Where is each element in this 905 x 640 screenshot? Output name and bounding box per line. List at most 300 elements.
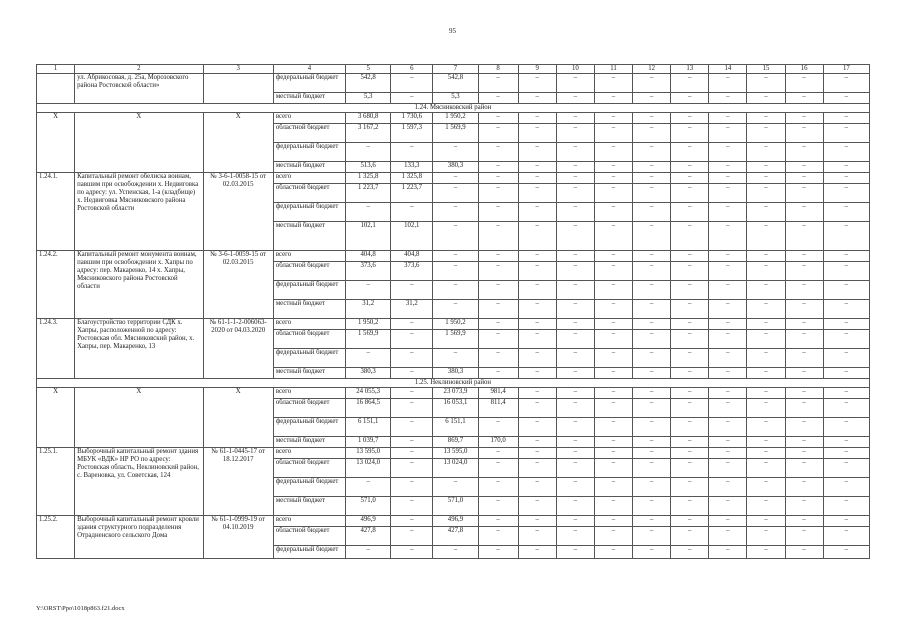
value-cell: – xyxy=(556,93,594,104)
column-number: 6 xyxy=(391,65,433,74)
value-cell: 1 325,8 xyxy=(391,173,433,184)
value-cell: – xyxy=(709,203,747,222)
value-cell: – xyxy=(633,437,671,448)
value-cell: – xyxy=(747,124,785,143)
value-cell: – xyxy=(633,124,671,143)
value-cell: – xyxy=(518,349,556,368)
value-cell: – xyxy=(823,459,869,478)
value-cell: – xyxy=(478,478,518,497)
value-cell: 373,6 xyxy=(346,262,391,281)
document-ref: № 3-6-1-0058-15 от 02.03.2015 xyxy=(203,173,273,251)
column-number: 3 xyxy=(203,65,273,74)
value-cell: – xyxy=(633,113,671,124)
value-cell: – xyxy=(478,281,518,300)
value-cell: – xyxy=(346,203,391,222)
value-cell: 542,8 xyxy=(433,74,478,93)
value-cell: – xyxy=(433,262,478,281)
value-cell: – xyxy=(433,143,478,162)
value-cell: – xyxy=(747,330,785,349)
value-cell: – xyxy=(633,143,671,162)
object-name: Капитальный ремонт монумента воинам, павшим при освобождении х. Хапры по адресу: пер. Макаренко, 14 х. Хапры, Мясниковского района Ростовской области xyxy=(75,251,203,319)
value-cell: – xyxy=(709,399,747,418)
value-cell: – xyxy=(671,162,709,173)
value-cell: – xyxy=(478,418,518,437)
value-cell: 380,3 xyxy=(433,162,478,173)
value-cell: – xyxy=(709,300,747,319)
value-cell: – xyxy=(391,516,433,527)
object-name: Х xyxy=(75,113,203,173)
value-cell: – xyxy=(747,300,785,319)
value-cell: – xyxy=(709,74,747,93)
value-cell: – xyxy=(671,113,709,124)
table-row xyxy=(37,319,870,330)
value-cell: – xyxy=(747,262,785,281)
value-cell: – xyxy=(633,184,671,203)
value-cell: – xyxy=(478,459,518,478)
value-cell: – xyxy=(478,173,518,184)
value-cell: – xyxy=(391,74,433,93)
value-cell: – xyxy=(391,203,433,222)
value-cell: – xyxy=(709,251,747,262)
column-number: 17 xyxy=(823,65,869,74)
value-cell: 571,0 xyxy=(433,497,478,516)
value-cell: 1 950,2 xyxy=(346,319,391,330)
value-cell: – xyxy=(633,527,671,546)
value-cell: – xyxy=(633,497,671,516)
value-cell: – xyxy=(747,399,785,418)
value-cell: – xyxy=(747,368,785,379)
value-cell: – xyxy=(594,388,632,399)
value-cell: – xyxy=(594,546,632,559)
value-cell: – xyxy=(518,124,556,143)
value-cell: – xyxy=(518,516,556,527)
value-cell: 427,8 xyxy=(433,527,478,546)
value-cell: – xyxy=(478,162,518,173)
value-cell: – xyxy=(785,388,823,399)
value-cell: – xyxy=(594,319,632,330)
value-cell: – xyxy=(478,330,518,349)
value-cell: – xyxy=(709,349,747,368)
column-number: 2 xyxy=(75,65,203,74)
value-cell: 404,8 xyxy=(346,251,391,262)
value-cell: – xyxy=(633,300,671,319)
value-cell: – xyxy=(709,388,747,399)
value-cell: – xyxy=(823,93,869,104)
value-cell: – xyxy=(556,143,594,162)
budget-type: местный бюджет xyxy=(273,497,345,516)
budget-type: федеральный бюджет xyxy=(273,478,345,497)
column-number: 13 xyxy=(671,65,709,74)
document-ref: № 61-1-0999-19 от 04.10.2019 xyxy=(203,516,273,559)
value-cell: 16 864,5 xyxy=(346,399,391,418)
value-cell: – xyxy=(478,124,518,143)
value-cell: 3 680,8 xyxy=(346,113,391,124)
value-cell: – xyxy=(747,388,785,399)
value-cell: – xyxy=(709,319,747,330)
value-cell: – xyxy=(433,222,478,251)
value-cell: – xyxy=(671,546,709,559)
value-cell: – xyxy=(556,497,594,516)
value-cell: – xyxy=(391,399,433,418)
value-cell: – xyxy=(823,418,869,437)
budget-type: федеральный бюджет xyxy=(273,349,345,368)
value-cell: – xyxy=(478,546,518,559)
column-number: 4 xyxy=(273,65,345,74)
value-cell: – xyxy=(556,448,594,459)
value-cell: 571,0 xyxy=(346,497,391,516)
value-cell: – xyxy=(518,459,556,478)
value-cell: – xyxy=(556,281,594,300)
value-cell: – xyxy=(747,546,785,559)
value-cell: – xyxy=(747,437,785,448)
value-cell: – xyxy=(747,74,785,93)
value-cell: – xyxy=(671,281,709,300)
value-cell: – xyxy=(785,418,823,437)
value-cell: – xyxy=(823,546,869,559)
value-cell: – xyxy=(785,184,823,203)
value-cell: – xyxy=(747,184,785,203)
value-cell: 13 024,0 xyxy=(346,459,391,478)
value-cell: – xyxy=(346,349,391,368)
value-cell: – xyxy=(709,448,747,459)
value-cell: – xyxy=(785,281,823,300)
value-cell: – xyxy=(785,162,823,173)
value-cell: – xyxy=(556,516,594,527)
value-cell: – xyxy=(556,527,594,546)
value-cell: – xyxy=(594,368,632,379)
value-cell: – xyxy=(785,251,823,262)
column-number: 7 xyxy=(433,65,478,74)
value-cell: – xyxy=(556,113,594,124)
value-cell: 24 055,3 xyxy=(346,388,391,399)
value-cell: – xyxy=(518,162,556,173)
value-cell: – xyxy=(518,418,556,437)
row-number: Х xyxy=(37,113,75,173)
value-cell: – xyxy=(556,418,594,437)
value-cell: – xyxy=(823,448,869,459)
value-cell: – xyxy=(823,330,869,349)
value-cell: – xyxy=(433,184,478,203)
object-name: Выборочный капитальный ремонт кровли здания структурного подразделения Отрадненского сельского Дома xyxy=(75,516,203,559)
value-cell: – xyxy=(747,203,785,222)
value-cell: – xyxy=(518,437,556,448)
value-cell: – xyxy=(671,527,709,546)
value-cell: – xyxy=(823,497,869,516)
value-cell: – xyxy=(785,459,823,478)
budget-type: местный бюджет xyxy=(273,368,345,379)
value-cell: – xyxy=(709,527,747,546)
row-number: 1.25.2. xyxy=(37,516,75,559)
value-cell: – xyxy=(671,448,709,459)
value-cell: – xyxy=(391,93,433,104)
value-cell: – xyxy=(671,251,709,262)
table-row xyxy=(37,448,870,459)
value-cell: 133,3 xyxy=(391,162,433,173)
value-cell: – xyxy=(633,222,671,251)
value-cell: – xyxy=(823,300,869,319)
value-cell: 380,3 xyxy=(346,368,391,379)
value-cell: 13 024,0 xyxy=(433,459,478,478)
value-cell: – xyxy=(556,388,594,399)
object-name: Х xyxy=(75,388,203,448)
value-cell: – xyxy=(556,437,594,448)
budget-type: областной бюджет xyxy=(273,527,345,546)
value-cell: – xyxy=(823,527,869,546)
value-cell: – xyxy=(556,349,594,368)
column-number: 16 xyxy=(785,65,823,74)
section-title-row xyxy=(37,379,870,388)
value-cell: – xyxy=(747,143,785,162)
value-cell: – xyxy=(785,143,823,162)
value-cell: – xyxy=(709,162,747,173)
value-cell: 496,9 xyxy=(346,516,391,527)
value-cell: – xyxy=(478,448,518,459)
value-cell: – xyxy=(823,368,869,379)
value-cell: – xyxy=(709,93,747,104)
value-cell: – xyxy=(633,162,671,173)
value-cell: – xyxy=(518,527,556,546)
value-cell: 6 151,1 xyxy=(433,418,478,437)
value-cell: – xyxy=(391,330,433,349)
value-cell: – xyxy=(747,459,785,478)
value-cell: – xyxy=(823,251,869,262)
object-name: Капитальный ремонт обелиска воинам, павшим при освобождении х. Недвиговка по адресу: ул. Успенская, 1-а (кладбище) х. Недвиговка Мясниковского района Ростовской области xyxy=(75,173,203,251)
value-cell: – xyxy=(823,173,869,184)
value-cell: – xyxy=(671,418,709,437)
value-cell: – xyxy=(391,349,433,368)
value-cell: – xyxy=(518,203,556,222)
value-cell: – xyxy=(671,173,709,184)
value-cell: – xyxy=(433,349,478,368)
document-ref xyxy=(203,74,273,104)
value-cell: – xyxy=(785,319,823,330)
budget-type: областной бюджет xyxy=(273,262,345,281)
value-cell: – xyxy=(747,349,785,368)
value-cell: – xyxy=(594,162,632,173)
value-cell: 3 167,2 xyxy=(346,124,391,143)
table-row xyxy=(37,516,870,527)
value-cell: – xyxy=(747,448,785,459)
value-cell: – xyxy=(785,93,823,104)
value-cell: – xyxy=(594,399,632,418)
value-cell: – xyxy=(391,418,433,437)
value-cell: – xyxy=(823,437,869,448)
budget-type: федеральный бюджет xyxy=(273,203,345,222)
value-cell: – xyxy=(556,330,594,349)
value-cell: – xyxy=(594,281,632,300)
value-cell: – xyxy=(391,527,433,546)
value-cell: – xyxy=(633,516,671,527)
value-cell: – xyxy=(594,251,632,262)
value-cell: – xyxy=(433,546,478,559)
budget-table xyxy=(36,64,870,559)
budget-type: федеральный бюджет xyxy=(273,143,345,162)
value-cell: – xyxy=(518,546,556,559)
value-cell: 1 039,7 xyxy=(346,437,391,448)
value-cell: – xyxy=(433,173,478,184)
value-cell: – xyxy=(823,222,869,251)
value-cell: 869,7 xyxy=(433,437,478,448)
value-cell: 6 151,1 xyxy=(346,418,391,437)
value-cell: – xyxy=(785,497,823,516)
column-number: 1 xyxy=(37,65,75,74)
row-number: 1.24.2. xyxy=(37,251,75,319)
value-cell: – xyxy=(709,184,747,203)
value-cell: – xyxy=(785,173,823,184)
value-cell: – xyxy=(594,262,632,281)
value-cell: – xyxy=(594,203,632,222)
value-cell: – xyxy=(556,124,594,143)
value-cell: – xyxy=(747,497,785,516)
budget-type: всего xyxy=(273,516,345,527)
value-cell: 13 595,0 xyxy=(346,448,391,459)
value-cell: – xyxy=(556,203,594,222)
budget-type: всего xyxy=(273,251,345,262)
value-cell: – xyxy=(633,368,671,379)
budget-type: областной бюджет xyxy=(273,399,345,418)
value-cell: – xyxy=(747,319,785,330)
value-cell: – xyxy=(785,113,823,124)
value-cell: – xyxy=(594,459,632,478)
budget-type: местный бюджет xyxy=(273,222,345,251)
value-cell: – xyxy=(478,222,518,251)
value-cell: – xyxy=(709,516,747,527)
value-cell: – xyxy=(433,300,478,319)
value-cell: – xyxy=(823,162,869,173)
value-cell: – xyxy=(785,203,823,222)
value-cell: – xyxy=(478,74,518,93)
value-cell: – xyxy=(518,251,556,262)
value-cell: – xyxy=(671,319,709,330)
value-cell: – xyxy=(709,368,747,379)
value-cell: – xyxy=(518,93,556,104)
value-cell: – xyxy=(346,478,391,497)
value-cell: – xyxy=(556,319,594,330)
value-cell: – xyxy=(518,300,556,319)
value-cell: – xyxy=(709,222,747,251)
budget-type: всего xyxy=(273,448,345,459)
value-cell: – xyxy=(391,388,433,399)
value-cell: – xyxy=(478,516,518,527)
value-cell: – xyxy=(671,478,709,497)
value-cell: – xyxy=(594,173,632,184)
table-row xyxy=(37,173,870,184)
value-cell: – xyxy=(671,459,709,478)
value-cell: – xyxy=(633,418,671,437)
value-cell: – xyxy=(518,448,556,459)
value-cell: 102,1 xyxy=(391,222,433,251)
value-cell: – xyxy=(391,368,433,379)
value-cell: 1 950,2 xyxy=(433,319,478,330)
value-cell: – xyxy=(709,418,747,437)
budget-type: всего xyxy=(273,388,345,399)
value-cell: – xyxy=(823,399,869,418)
value-cell: – xyxy=(433,478,478,497)
value-cell: – xyxy=(594,516,632,527)
value-cell: – xyxy=(556,262,594,281)
budget-type: областной бюджет xyxy=(273,184,345,203)
value-cell: – xyxy=(633,330,671,349)
value-cell: – xyxy=(823,281,869,300)
column-number: 15 xyxy=(747,65,785,74)
value-cell: – xyxy=(478,93,518,104)
value-cell: – xyxy=(785,516,823,527)
budget-type: областной бюджет xyxy=(273,459,345,478)
value-cell: – xyxy=(671,388,709,399)
object-name: Выборочный капитальный ремонт здания МБУК «ВДК» НР РО по адресу: Ростовская область, Неклиновский район, с. Вареновка, ул. Советская, 124 xyxy=(75,448,203,516)
value-cell: – xyxy=(747,162,785,173)
value-cell: – xyxy=(785,448,823,459)
value-cell: – xyxy=(556,162,594,173)
value-cell: 427,8 xyxy=(346,527,391,546)
value-cell: – xyxy=(823,184,869,203)
value-cell: – xyxy=(747,478,785,497)
value-cell: – xyxy=(633,262,671,281)
value-cell: 1 223,7 xyxy=(391,184,433,203)
value-cell: – xyxy=(391,143,433,162)
document-ref: № 61-1-0445-17 от 18.12.2017 xyxy=(203,448,273,516)
document-ref: № 61-1-1-2-006063-2020 от 04.03.2020 xyxy=(203,319,273,379)
value-cell: – xyxy=(478,143,518,162)
value-cell: – xyxy=(518,399,556,418)
value-cell: – xyxy=(346,281,391,300)
row-number xyxy=(37,74,75,104)
value-cell: – xyxy=(518,388,556,399)
row-number: Х xyxy=(37,388,75,448)
value-cell: – xyxy=(433,251,478,262)
value-cell: 16 053,1 xyxy=(433,399,478,418)
column-number: 5 xyxy=(346,65,391,74)
value-cell: – xyxy=(747,516,785,527)
value-cell: – xyxy=(823,349,869,368)
value-cell: 513,6 xyxy=(346,162,391,173)
value-cell: 1 597,3 xyxy=(391,124,433,143)
value-cell: – xyxy=(823,319,869,330)
budget-type: всего xyxy=(273,319,345,330)
value-cell: – xyxy=(391,448,433,459)
value-cell: – xyxy=(391,437,433,448)
value-cell: – xyxy=(785,330,823,349)
value-cell: – xyxy=(633,203,671,222)
value-cell: – xyxy=(633,388,671,399)
value-cell: – xyxy=(785,546,823,559)
budget-type: федеральный бюджет xyxy=(273,74,345,93)
value-cell: – xyxy=(594,113,632,124)
value-cell: – xyxy=(823,124,869,143)
value-cell: – xyxy=(633,459,671,478)
value-cell: 1 325,8 xyxy=(346,173,391,184)
table-row xyxy=(37,388,870,399)
value-cell: 13 595,0 xyxy=(433,448,478,459)
value-cell: – xyxy=(391,281,433,300)
value-cell: – xyxy=(823,143,869,162)
value-cell: – xyxy=(671,262,709,281)
value-cell: 1 730,6 xyxy=(391,113,433,124)
value-cell: – xyxy=(823,262,869,281)
budget-type: всего xyxy=(273,113,345,124)
value-cell: – xyxy=(785,74,823,93)
value-cell: – xyxy=(478,203,518,222)
budget-type: областной бюджет xyxy=(273,330,345,349)
value-cell: – xyxy=(709,262,747,281)
budget-type: местный бюджет xyxy=(273,162,345,173)
budget-type: областной бюджет xyxy=(273,124,345,143)
table-row xyxy=(37,74,870,93)
value-cell: 404,8 xyxy=(391,251,433,262)
value-cell: – xyxy=(785,399,823,418)
value-cell: – xyxy=(518,368,556,379)
value-cell: – xyxy=(633,173,671,184)
